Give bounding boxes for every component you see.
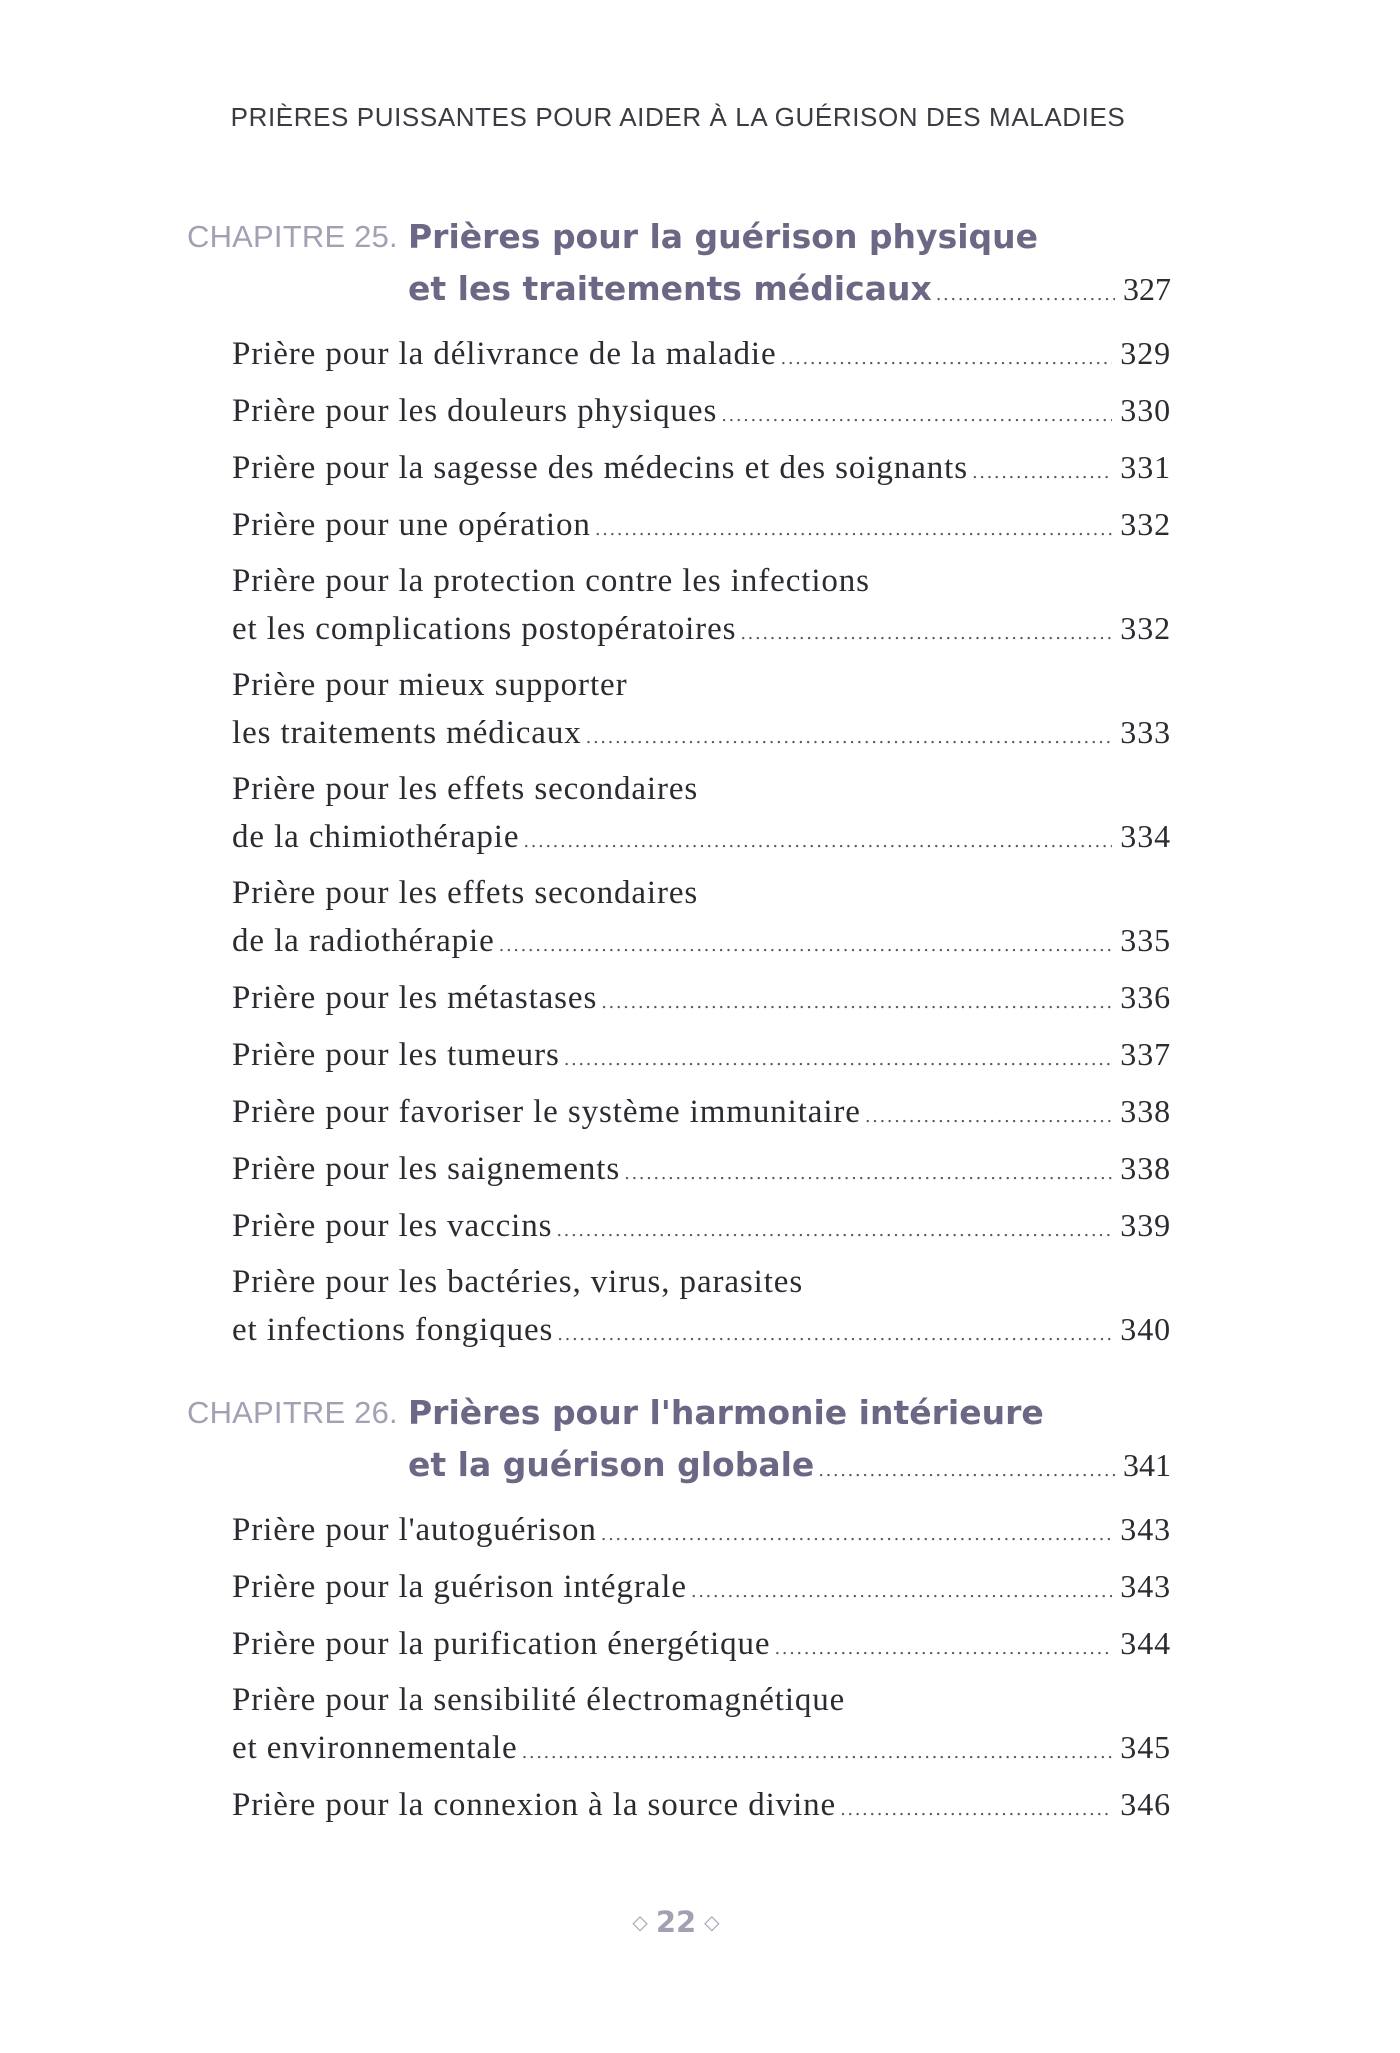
entry-title-continued: les traitements médicaux (232, 715, 582, 751)
dot-leader (840, 1786, 1112, 1833)
entry-title: Prière pour une opération (232, 507, 591, 543)
dot-leader (499, 922, 1113, 969)
diamond-ornament-icon: ◇ (704, 1910, 720, 1934)
dot-leader (601, 1511, 1113, 1558)
entry-title: Prière pour la guérison intégrale (232, 1569, 687, 1605)
chapter-title-line: et les traitements médicaux (408, 269, 932, 308)
entry-page-number: 334 (1120, 818, 1171, 854)
chapter-title-line: et la guérison globale (408, 1445, 815, 1484)
page-number-value: 22 (655, 1905, 697, 1939)
toc-entry[interactable] (232, 501, 1171, 553)
dot-leader (781, 335, 1113, 382)
entry-page-number: 330 (1120, 392, 1171, 428)
dot-leader (972, 449, 1112, 496)
dot-leader (522, 1729, 1113, 1776)
dot-leader (564, 1036, 1113, 1083)
entry-page-number: 337 (1120, 1036, 1171, 1072)
page-number (0, 1905, 1352, 1939)
toc-entry[interactable] (232, 1620, 1171, 1672)
entry-title: Prière pour les effets secondaires (232, 875, 699, 911)
dot-leader (595, 506, 1112, 553)
toc-entry[interactable] (232, 1506, 1171, 1558)
entry-title: Prière pour la purification énergétique (232, 1626, 771, 1662)
entry-page-number: 331 (1120, 449, 1171, 485)
entry-title: Prière pour les effets secondaires (232, 771, 699, 807)
toc-entry[interactable] (232, 1259, 1171, 1358)
entry-title: Prière pour les métastases (232, 980, 598, 1016)
toc-entry[interactable] (232, 558, 1171, 657)
entry-page-number: 340 (1120, 1311, 1171, 1347)
toc-entry[interactable] (232, 766, 1171, 865)
toc-entry[interactable] (232, 1563, 1171, 1615)
entry-page-number: 343 (1120, 1568, 1171, 1604)
chapter-title-line: Prières pour la guérison physique (408, 217, 1039, 256)
entry-page-number: 332 (1120, 506, 1171, 542)
entry-page-number: 329 (1120, 335, 1171, 371)
entry-page-number: 343 (1120, 1511, 1171, 1547)
toc-entry[interactable] (232, 387, 1171, 439)
dot-leader (721, 392, 1112, 439)
chapter-page-number: 341 (1123, 1447, 1171, 1483)
toc-entry[interactable] (232, 1145, 1171, 1197)
chapter-label: CHAPITRE 26. (187, 1395, 398, 1430)
entry-title: Prière pour les saignements (232, 1151, 621, 1187)
dot-leader (556, 1207, 1112, 1254)
chapter-title (408, 1387, 1171, 1497)
entry-title-continued: de la radiothérapie (232, 923, 495, 959)
diamond-ornament-icon: ◇ (632, 1910, 648, 1934)
entry-title: Prière pour les bactéries, virus, parasites (232, 1264, 804, 1300)
entry-page-number: 346 (1120, 1786, 1171, 1822)
chapter-label: CHAPITRE 25. (187, 219, 398, 254)
entry-title: Prière pour les vaccins (232, 1208, 553, 1244)
toc-entry[interactable] (232, 330, 1171, 382)
toc-entry[interactable] (232, 444, 1171, 496)
dot-leader (691, 1568, 1112, 1615)
entry-title: Prière pour la protection contre les infections (232, 563, 870, 599)
chapter-page-number: 327 (1123, 271, 1171, 307)
dot-leader (557, 1311, 1112, 1358)
entry-title-continued: et infections fongiques (232, 1312, 554, 1348)
entry-page-number: 335 (1120, 922, 1171, 958)
dot-leader (523, 818, 1112, 865)
entry-title-continued: et environnementale (232, 1730, 518, 1766)
entry-title: Prière pour l'autoguérison (232, 1512, 597, 1548)
entry-page-number: 345 (1120, 1729, 1171, 1765)
entry-title: Prière pour les tumeurs (232, 1037, 560, 1073)
entry-title-continued: de la chimiothérapie (232, 819, 520, 855)
entry-page-number: 338 (1120, 1093, 1171, 1129)
dot-leader (624, 1150, 1112, 1197)
entry-page-number: 333 (1120, 714, 1171, 750)
entry-title-continued: et les complications postopératoires (232, 611, 737, 647)
dot-leader (774, 1625, 1112, 1672)
entry-title: Prière pour la sensibilité électromagnétique (232, 1682, 846, 1718)
chapter-title-line: Prières pour l'harmonie intérieure (408, 1393, 1044, 1432)
entry-page-number: 332 (1120, 610, 1171, 646)
toc-entry[interactable] (232, 1088, 1171, 1140)
chapter-title (408, 211, 1171, 321)
dot-leader (601, 979, 1112, 1026)
toc-entry[interactable] (232, 870, 1171, 969)
toc-entry[interactable] (232, 1031, 1171, 1083)
entry-page-number: 339 (1120, 1207, 1171, 1243)
dot-leader (936, 269, 1115, 321)
entry-title: Prière pour favoriser le système immunitaire (232, 1094, 861, 1130)
entry-title: Prière pour mieux supporter (232, 667, 628, 703)
dot-leader (740, 610, 1112, 657)
entry-page-number: 336 (1120, 979, 1171, 1015)
entry-title: Prière pour les douleurs physiques (232, 393, 718, 429)
running-head: PRIÈRES PUISSANTES POUR AIDER À LA GUÉRISON DES MALADIES (230, 102, 1126, 132)
entry-page-number: 344 (1120, 1625, 1171, 1661)
toc-entry[interactable] (232, 1202, 1171, 1254)
toc-entry[interactable] (232, 662, 1171, 761)
toc-entry[interactable] (232, 1781, 1171, 1833)
entry-title: Prière pour la connexion à la source divine (232, 1787, 837, 1823)
toc-entry[interactable] (232, 974, 1171, 1026)
entry-title: Prière pour la sagesse des médecins et des soignants (232, 450, 968, 486)
dot-leader (865, 1093, 1112, 1140)
entry-page-number: 338 (1120, 1150, 1171, 1186)
toc-entry[interactable] (232, 1677, 1171, 1776)
entry-title: Prière pour la délivrance de la maladie (232, 336, 777, 372)
dot-leader (586, 714, 1113, 761)
dot-leader (818, 1445, 1115, 1497)
